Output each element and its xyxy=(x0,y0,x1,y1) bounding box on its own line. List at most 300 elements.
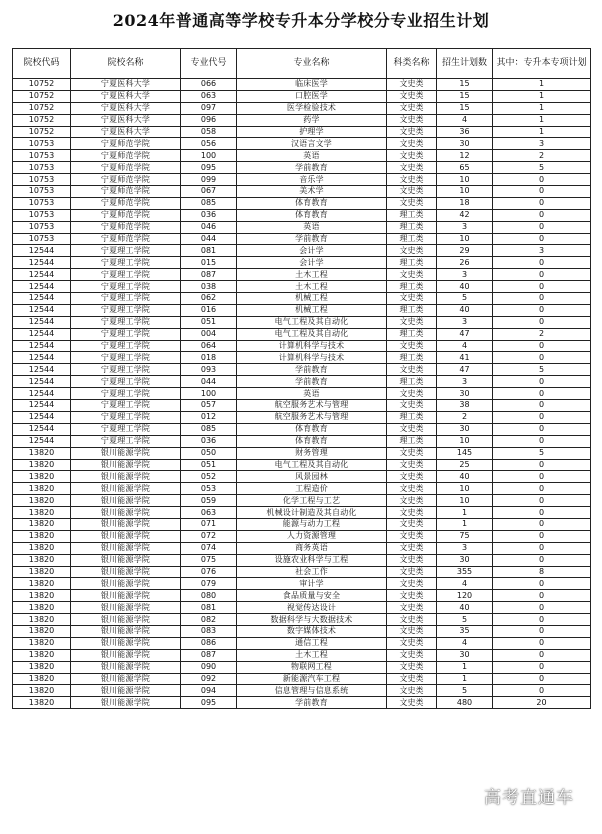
school-code-cell: 10752 xyxy=(13,90,71,102)
special-plan-cell: 0 xyxy=(493,281,591,293)
school-code-cell: 13820 xyxy=(13,471,71,483)
major-code-cell: 046 xyxy=(181,221,237,233)
category-cell: 理工类 xyxy=(387,233,437,245)
table-row xyxy=(13,293,591,305)
school-code-cell: 13820 xyxy=(13,518,71,530)
special-plan-cell: 0 xyxy=(493,507,591,519)
major-name-cell: 航空服务艺术与管理 xyxy=(237,411,387,423)
table-row xyxy=(13,554,591,566)
plan-count-cell: 47 xyxy=(437,364,493,376)
school-code-cell: 13820 xyxy=(13,614,71,626)
major-code-cell: 087 xyxy=(181,649,237,661)
school-code-cell: 13820 xyxy=(13,542,71,554)
special-plan-cell: 1 xyxy=(493,114,591,126)
school-name-cell: 宁夏理工学院 xyxy=(71,245,181,257)
special-plan-cell: 0 xyxy=(493,661,591,673)
school-code-cell: 13820 xyxy=(13,649,71,661)
major-code-cell: 050 xyxy=(181,447,237,459)
category-cell: 文史类 xyxy=(387,602,437,614)
major-code-cell: 051 xyxy=(181,316,237,328)
table-row xyxy=(13,637,591,649)
category-cell: 文史类 xyxy=(387,507,437,519)
special-plan-cell: 0 xyxy=(493,233,591,245)
school-name-cell: 银川能源学院 xyxy=(71,447,181,459)
school-name-cell: 银川能源学院 xyxy=(71,602,181,614)
school-name-cell: 宁夏理工学院 xyxy=(71,352,181,364)
major-code-cell: 052 xyxy=(181,471,237,483)
special-plan-cell: 0 xyxy=(493,625,591,637)
major-code-cell: 096 xyxy=(181,114,237,126)
category-cell: 文史类 xyxy=(387,126,437,138)
category-cell: 文史类 xyxy=(387,697,437,709)
category-cell: 文史类 xyxy=(387,661,437,673)
plan-count-cell: 15 xyxy=(437,102,493,114)
category-cell: 文史类 xyxy=(387,79,437,91)
special-plan-cell: 1 xyxy=(493,126,591,138)
header-major-name: 专业名称 xyxy=(237,49,387,79)
category-cell: 文史类 xyxy=(387,162,437,174)
school-name-cell: 银川能源学院 xyxy=(71,530,181,542)
watermark: 高考直通车 xyxy=(484,788,574,808)
major-code-cell: 051 xyxy=(181,459,237,471)
major-code-cell: 094 xyxy=(181,685,237,697)
school-name-cell: 宁夏理工学院 xyxy=(71,304,181,316)
major-name-cell: 护理学 xyxy=(237,126,387,138)
major-name-cell: 工程造价 xyxy=(237,483,387,495)
school-name-cell: 银川能源学院 xyxy=(71,518,181,530)
plan-count-cell: 3 xyxy=(437,542,493,554)
table-row xyxy=(13,328,591,340)
plan-count-cell: 30 xyxy=(437,423,493,435)
major-code-cell: 056 xyxy=(181,138,237,150)
category-cell: 文史类 xyxy=(387,150,437,162)
table-row xyxy=(13,495,591,507)
major-name-cell: 会计学 xyxy=(237,257,387,269)
major-name-cell: 航空服务艺术与管理 xyxy=(237,400,387,412)
category-cell: 文史类 xyxy=(387,637,437,649)
school-name-cell: 宁夏理工学院 xyxy=(71,364,181,376)
major-name-cell: 口腔医学 xyxy=(237,90,387,102)
plan-count-cell: 65 xyxy=(437,162,493,174)
plan-count-cell: 42 xyxy=(437,209,493,221)
major-code-cell: 062 xyxy=(181,293,237,305)
major-code-cell: 058 xyxy=(181,126,237,138)
school-code-cell: 10753 xyxy=(13,138,71,150)
major-name-cell: 学前教育 xyxy=(237,162,387,174)
header-school-code: 院校代码 xyxy=(13,49,71,79)
school-code-cell: 12544 xyxy=(13,340,71,352)
school-name-cell: 宁夏理工学院 xyxy=(71,316,181,328)
special-plan-cell: 1 xyxy=(493,102,591,114)
plan-count-cell: 4 xyxy=(437,340,493,352)
major-code-cell: 036 xyxy=(181,209,237,221)
plan-count-cell: 25 xyxy=(437,459,493,471)
school-code-cell: 10753 xyxy=(13,150,71,162)
school-code-cell: 12544 xyxy=(13,376,71,388)
school-code-cell: 12544 xyxy=(13,316,71,328)
table-row xyxy=(13,90,591,102)
major-name-cell: 通信工程 xyxy=(237,637,387,649)
school-code-cell: 12544 xyxy=(13,364,71,376)
plan-count-cell: 40 xyxy=(437,471,493,483)
school-name-cell: 宁夏医科大学 xyxy=(71,90,181,102)
special-plan-cell: 0 xyxy=(493,578,591,590)
school-code-cell: 13820 xyxy=(13,530,71,542)
major-name-cell: 医学检验技术 xyxy=(237,102,387,114)
major-code-cell: 093 xyxy=(181,364,237,376)
table-row xyxy=(13,530,591,542)
major-name-cell: 药学 xyxy=(237,114,387,126)
school-code-cell: 10752 xyxy=(13,79,71,91)
plan-count-cell: 26 xyxy=(437,257,493,269)
category-cell: 文史类 xyxy=(387,554,437,566)
special-plan-cell: 2 xyxy=(493,150,591,162)
school-name-cell: 银川能源学院 xyxy=(71,590,181,602)
school-name-cell: 宁夏师范学院 xyxy=(71,186,181,198)
school-code-cell: 13820 xyxy=(13,459,71,471)
special-plan-cell: 5 xyxy=(493,162,591,174)
major-name-cell: 风景园林 xyxy=(237,471,387,483)
plan-count-cell: 145 xyxy=(437,447,493,459)
special-plan-cell: 0 xyxy=(493,673,591,685)
special-plan-cell: 0 xyxy=(493,435,591,447)
category-cell: 文史类 xyxy=(387,673,437,685)
category-cell: 理工类 xyxy=(387,304,437,316)
school-code-cell: 10753 xyxy=(13,197,71,209)
table-row xyxy=(13,186,591,198)
category-cell: 理工类 xyxy=(387,281,437,293)
school-code-cell: 10753 xyxy=(13,233,71,245)
category-cell: 文史类 xyxy=(387,197,437,209)
school-code-cell: 13820 xyxy=(13,495,71,507)
school-name-cell: 银川能源学院 xyxy=(71,542,181,554)
table-row xyxy=(13,162,591,174)
special-plan-cell: 0 xyxy=(493,352,591,364)
plan-count-cell: 10 xyxy=(437,233,493,245)
special-plan-cell: 3 xyxy=(493,245,591,257)
plan-count-cell: 1 xyxy=(437,673,493,685)
category-cell: 文史类 xyxy=(387,459,437,471)
plan-count-cell: 15 xyxy=(437,90,493,102)
table-row xyxy=(13,257,591,269)
table-row xyxy=(13,542,591,554)
major-code-cell: 100 xyxy=(181,388,237,400)
major-name-cell: 机械工程 xyxy=(237,304,387,316)
major-name-cell: 审计学 xyxy=(237,578,387,590)
table-row xyxy=(13,126,591,138)
major-code-cell: 095 xyxy=(181,162,237,174)
special-plan-cell: 1 xyxy=(493,90,591,102)
plan-count-cell: 30 xyxy=(437,388,493,400)
table-row xyxy=(13,471,591,483)
major-name-cell: 食品质量与安全 xyxy=(237,590,387,602)
table-row xyxy=(13,352,591,364)
major-name-cell: 商务英语 xyxy=(237,542,387,554)
plan-count-cell: 30 xyxy=(437,649,493,661)
plan-count-cell: 1 xyxy=(437,661,493,673)
major-code-cell: 082 xyxy=(181,614,237,626)
table-row xyxy=(13,209,591,221)
category-cell: 理工类 xyxy=(387,352,437,364)
table-row xyxy=(13,388,591,400)
school-code-cell: 13820 xyxy=(13,566,71,578)
major-name-cell: 音乐学 xyxy=(237,174,387,186)
school-name-cell: 银川能源学院 xyxy=(71,673,181,685)
special-plan-cell: 0 xyxy=(493,637,591,649)
major-code-cell: 016 xyxy=(181,304,237,316)
major-name-cell: 财务管理 xyxy=(237,447,387,459)
table-row xyxy=(13,447,591,459)
school-code-cell: 13820 xyxy=(13,447,71,459)
major-code-cell: 063 xyxy=(181,90,237,102)
table-body xyxy=(13,79,591,709)
school-code-cell: 12544 xyxy=(13,388,71,400)
school-name-cell: 银川能源学院 xyxy=(71,578,181,590)
special-plan-cell: 0 xyxy=(493,685,591,697)
special-plan-cell: 0 xyxy=(493,197,591,209)
major-name-cell: 英语 xyxy=(237,388,387,400)
school-name-cell: 宁夏师范学院 xyxy=(71,150,181,162)
school-code-cell: 10752 xyxy=(13,102,71,114)
major-code-cell: 044 xyxy=(181,233,237,245)
table-row xyxy=(13,614,591,626)
major-name-cell: 社会工作 xyxy=(237,566,387,578)
table-row xyxy=(13,625,591,637)
special-plan-cell: 5 xyxy=(493,447,591,459)
category-cell: 文史类 xyxy=(387,186,437,198)
school-code-cell: 12544 xyxy=(13,257,71,269)
school-name-cell: 宁夏理工学院 xyxy=(71,281,181,293)
major-code-cell: 072 xyxy=(181,530,237,542)
category-cell: 理工类 xyxy=(387,209,437,221)
special-plan-cell: 0 xyxy=(493,340,591,352)
special-plan-cell: 0 xyxy=(493,602,591,614)
major-code-cell: 087 xyxy=(181,269,237,281)
major-code-cell: 015 xyxy=(181,257,237,269)
major-code-cell: 071 xyxy=(181,518,237,530)
category-cell: 文史类 xyxy=(387,625,437,637)
plan-count-cell: 5 xyxy=(437,614,493,626)
school-name-cell: 宁夏理工学院 xyxy=(71,411,181,423)
school-name-cell: 银川能源学院 xyxy=(71,614,181,626)
major-name-cell: 视觉传达设计 xyxy=(237,602,387,614)
table-row xyxy=(13,435,591,447)
school-name-cell: 宁夏师范学院 xyxy=(71,197,181,209)
table-row xyxy=(13,459,591,471)
special-plan-cell: 0 xyxy=(493,186,591,198)
major-name-cell: 体育教育 xyxy=(237,197,387,209)
special-plan-cell: 1 xyxy=(493,79,591,91)
plan-count-cell: 3 xyxy=(437,376,493,388)
major-code-cell: 044 xyxy=(181,376,237,388)
table-row xyxy=(13,79,591,91)
category-cell: 文史类 xyxy=(387,471,437,483)
table-row xyxy=(13,138,591,150)
school-name-cell: 宁夏师范学院 xyxy=(71,233,181,245)
special-plan-cell: 0 xyxy=(493,554,591,566)
major-code-cell: 097 xyxy=(181,102,237,114)
table-row xyxy=(13,197,591,209)
category-cell: 文史类 xyxy=(387,566,437,578)
major-name-cell: 学前教育 xyxy=(237,233,387,245)
category-cell: 文史类 xyxy=(387,578,437,590)
table-row xyxy=(13,376,591,388)
major-name-cell: 电气工程及其自动化 xyxy=(237,316,387,328)
school-code-cell: 12544 xyxy=(13,411,71,423)
major-code-cell: 059 xyxy=(181,495,237,507)
table-row xyxy=(13,590,591,602)
school-name-cell: 银川能源学院 xyxy=(71,507,181,519)
header-special-plan: 其中：专升本专项计划 xyxy=(493,49,591,79)
major-code-cell: 086 xyxy=(181,637,237,649)
table-header-row xyxy=(13,49,591,79)
school-code-cell: 12544 xyxy=(13,400,71,412)
special-plan-cell: 0 xyxy=(493,316,591,328)
major-code-cell: 090 xyxy=(181,661,237,673)
plan-count-cell: 36 xyxy=(437,126,493,138)
category-cell: 文史类 xyxy=(387,364,437,376)
school-name-cell: 宁夏理工学院 xyxy=(71,388,181,400)
special-plan-cell: 0 xyxy=(493,590,591,602)
category-cell: 文史类 xyxy=(387,90,437,102)
major-name-cell: 计算机科学与技术 xyxy=(237,352,387,364)
plan-count-cell: 4 xyxy=(437,114,493,126)
category-cell: 文史类 xyxy=(387,245,437,257)
special-plan-cell: 0 xyxy=(493,423,591,435)
major-code-cell: 036 xyxy=(181,435,237,447)
school-name-cell: 银川能源学院 xyxy=(71,471,181,483)
major-code-cell: 064 xyxy=(181,340,237,352)
plan-count-cell: 38 xyxy=(437,400,493,412)
major-name-cell: 人力资源管理 xyxy=(237,530,387,542)
school-code-cell: 10752 xyxy=(13,126,71,138)
table-row xyxy=(13,566,591,578)
category-cell: 文史类 xyxy=(387,518,437,530)
major-name-cell: 英语 xyxy=(237,221,387,233)
category-cell: 文史类 xyxy=(387,388,437,400)
major-code-cell: 080 xyxy=(181,590,237,602)
category-cell: 文史类 xyxy=(387,316,437,328)
table-row xyxy=(13,649,591,661)
category-cell: 文史类 xyxy=(387,423,437,435)
table-row xyxy=(13,578,591,590)
special-plan-cell: 0 xyxy=(493,649,591,661)
category-cell: 文史类 xyxy=(387,102,437,114)
table-row xyxy=(13,364,591,376)
special-plan-cell: 0 xyxy=(493,518,591,530)
table-row xyxy=(13,423,591,435)
major-name-cell: 学前教育 xyxy=(237,697,387,709)
table-row xyxy=(13,411,591,423)
major-code-cell: 075 xyxy=(181,554,237,566)
school-code-cell: 12544 xyxy=(13,281,71,293)
school-code-cell: 10752 xyxy=(13,114,71,126)
special-plan-cell: 0 xyxy=(493,376,591,388)
table-row xyxy=(13,221,591,233)
table-row xyxy=(13,518,591,530)
school-name-cell: 银川能源学院 xyxy=(71,625,181,637)
major-code-cell: 057 xyxy=(181,400,237,412)
major-name-cell: 土木工程 xyxy=(237,269,387,281)
major-name-cell: 新能源汽车工程 xyxy=(237,673,387,685)
special-plan-cell: 0 xyxy=(493,400,591,412)
plan-count-cell: 355 xyxy=(437,566,493,578)
school-name-cell: 银川能源学院 xyxy=(71,554,181,566)
enrollment-plan-table xyxy=(12,48,591,709)
plan-count-cell: 40 xyxy=(437,281,493,293)
school-code-cell: 10753 xyxy=(13,209,71,221)
table-row xyxy=(13,483,591,495)
school-code-cell: 13820 xyxy=(13,673,71,685)
school-name-cell: 宁夏医科大学 xyxy=(71,79,181,91)
category-cell: 理工类 xyxy=(387,376,437,388)
plan-count-cell: 2 xyxy=(437,411,493,423)
major-name-cell: 信息管理与信息系统 xyxy=(237,685,387,697)
major-name-cell: 英语 xyxy=(237,150,387,162)
major-name-cell: 体育教育 xyxy=(237,435,387,447)
school-code-cell: 10753 xyxy=(13,162,71,174)
major-name-cell: 电气工程及其自动化 xyxy=(237,459,387,471)
school-code-cell: 12544 xyxy=(13,304,71,316)
special-plan-cell: 0 xyxy=(493,209,591,221)
plan-count-cell: 40 xyxy=(437,304,493,316)
major-name-cell: 计算机科学与技术 xyxy=(237,340,387,352)
table-row xyxy=(13,661,591,673)
category-cell: 文史类 xyxy=(387,530,437,542)
table-row xyxy=(13,114,591,126)
major-name-cell: 化学工程与工艺 xyxy=(237,495,387,507)
school-name-cell: 宁夏医科大学 xyxy=(71,126,181,138)
school-name-cell: 宁夏理工学院 xyxy=(71,435,181,447)
plan-count-cell: 75 xyxy=(437,530,493,542)
category-cell: 理工类 xyxy=(387,221,437,233)
major-code-cell: 095 xyxy=(181,697,237,709)
special-plan-cell: 20 xyxy=(493,697,591,709)
plan-count-cell: 3 xyxy=(437,269,493,281)
school-name-cell: 银川能源学院 xyxy=(71,566,181,578)
plan-count-cell: 4 xyxy=(437,578,493,590)
category-cell: 理工类 xyxy=(387,328,437,340)
special-plan-cell: 0 xyxy=(493,614,591,626)
school-name-cell: 宁夏师范学院 xyxy=(71,162,181,174)
major-code-cell: 076 xyxy=(181,566,237,578)
major-code-cell: 012 xyxy=(181,411,237,423)
plan-count-cell: 30 xyxy=(437,138,493,150)
special-plan-cell: 0 xyxy=(493,483,591,495)
plan-count-cell: 30 xyxy=(437,554,493,566)
table-row xyxy=(13,507,591,519)
major-name-cell: 学前教育 xyxy=(237,364,387,376)
plan-count-cell: 15 xyxy=(437,79,493,91)
special-plan-cell: 0 xyxy=(493,257,591,269)
school-name-cell: 宁夏理工学院 xyxy=(71,400,181,412)
school-name-cell: 银川能源学院 xyxy=(71,459,181,471)
category-cell: 理工类 xyxy=(387,257,437,269)
plan-count-cell: 480 xyxy=(437,697,493,709)
school-name-cell: 宁夏师范学院 xyxy=(71,174,181,186)
special-plan-cell: 5 xyxy=(493,364,591,376)
school-name-cell: 宁夏理工学院 xyxy=(71,257,181,269)
school-name-cell: 银川能源学院 xyxy=(71,661,181,673)
special-plan-cell: 0 xyxy=(493,542,591,554)
major-code-cell: 004 xyxy=(181,328,237,340)
major-name-cell: 体育教育 xyxy=(237,209,387,221)
major-code-cell: 085 xyxy=(181,423,237,435)
table-row xyxy=(13,340,591,352)
school-name-cell: 宁夏医科大学 xyxy=(71,102,181,114)
major-code-cell: 085 xyxy=(181,197,237,209)
major-name-cell: 临床医学 xyxy=(237,79,387,91)
